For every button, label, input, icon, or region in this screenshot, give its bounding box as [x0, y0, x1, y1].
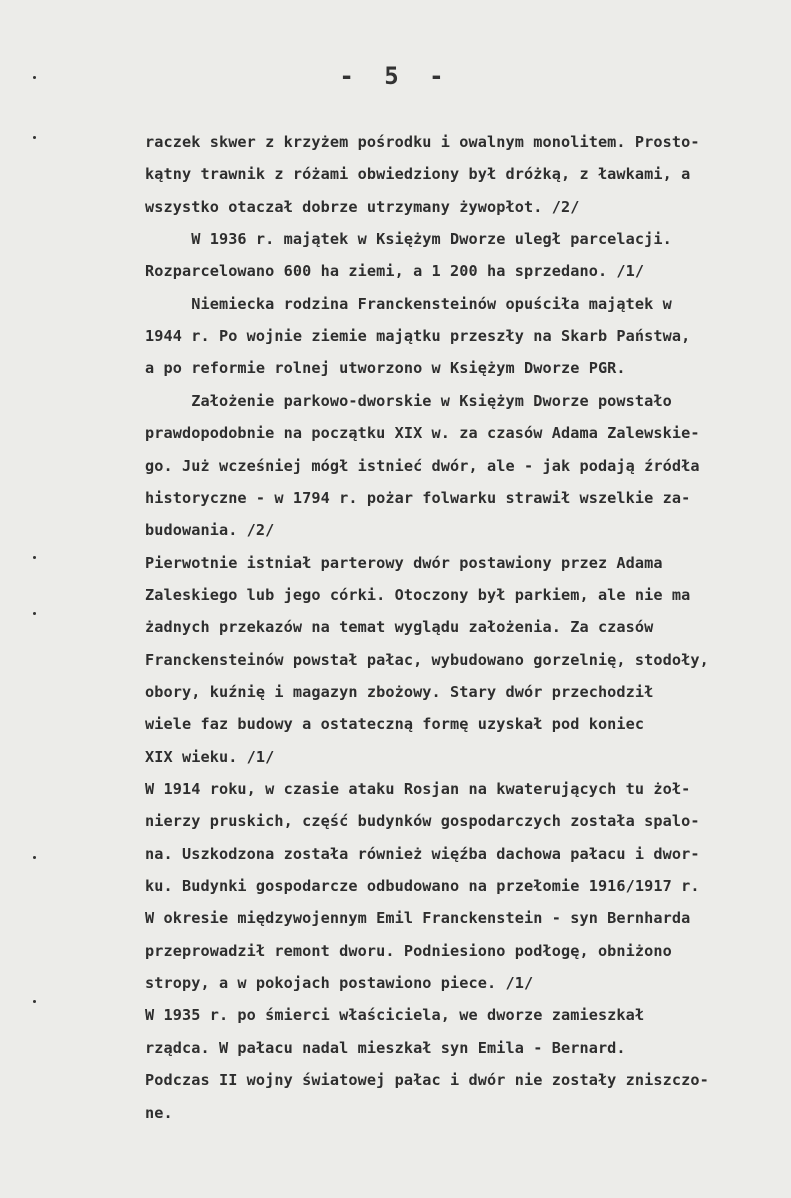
margin-mark — [33, 556, 36, 559]
text-line: kątny trawnik z różami obwiedziony był dróżką, z ławkami, a — [145, 165, 691, 184]
text-line: stropy, a w pokojach postawiono piece. /1/ — [145, 974, 534, 993]
text-line: W 1936 r. majątek w Księżym Dworze uległ parcelacji. — [145, 230, 672, 249]
text-line: W 1935 r. po śmierci właściciela, we dworze zamieszkał — [145, 1006, 645, 1025]
text-line: ne. — [145, 1103, 173, 1122]
text-line: Podczas II wojny światowej pałac i dwór nie zostały zniszczo- — [145, 1071, 709, 1090]
text-line: raczek skwer z krzyżem pośrodku i owalnym monolitem. Prosto- — [145, 133, 700, 151]
text-line: W okresie międzywojennym Emil Franckenstein - syn Bernharda — [145, 909, 691, 928]
text-line: Pierwotnie istniał parterowy dwór postawiony przez Adama — [145, 553, 663, 572]
text-line: Rozparcelowano 600 ha ziemi, a 1 200 ha sprzedano. /1/ — [145, 262, 645, 281]
text-line: budowania. /2/ — [145, 521, 275, 540]
margin-mark — [33, 136, 36, 139]
page-number: - 5 - — [339, 62, 452, 90]
text-line: Założenie parkowo-dworskie w Księżym Dworze powstało — [145, 391, 672, 410]
text-line: ku. Budynki gospodarcze odbudowano na przełomie 1916/1917 r. — [145, 877, 700, 896]
text-line: wszystko otaczał dobrze utrzymany żywopłot. /2/ — [145, 197, 580, 216]
text-line: na. Uszkodzona została również więźba dachowa pałacu i dwor- — [145, 844, 700, 863]
text-line: 1944 r. Po wojnie ziemie majątku przeszły na Skarb Państwa, — [145, 327, 691, 346]
text-line: wiele faz budowy a ostateczną formę uzyskał pod koniec — [145, 715, 645, 734]
text-line: a po reformie rolnej utworzono w Księżym Dworze PGR. — [145, 359, 626, 378]
text-line: prawdopodobnie na początku XIX w. za czasów Adama Zalewskie- — [145, 424, 700, 443]
text-line: Niemiecka rodzina Franckensteinów opuściła majątek w — [145, 294, 672, 313]
text-line: historyczne - w 1794 r. pożar folwarku strawił wszelkie za- — [145, 488, 691, 507]
margin-mark — [33, 856, 36, 859]
text-line: Zaleskiego lub jego córki. Otoczony był parkiem, ale nie ma — [145, 585, 691, 604]
text-line: nierzy pruskich, część budynków gospodarczych została spalo- — [145, 812, 700, 831]
text-line: XIX wieku. /1/ — [145, 747, 275, 766]
margin-mark — [33, 612, 36, 615]
text-line: żadnych przekazów na temat wyglądu założenia. Za czasów — [145, 618, 654, 637]
margin-mark — [33, 76, 36, 79]
text-line: Franckensteinów powstał pałac, wybudowano gorzelnię, stodoły, — [145, 650, 709, 669]
text-line: przeprowadził remont dworu. Podniesiono podłogę, obniżono — [145, 941, 672, 960]
text-line: obory, kuźnię i magazyn zbożowy. Stary dwór przechodził — [145, 682, 654, 701]
text-line: rządca. W pałacu nadal mieszkał syn Emila - Bernard. — [145, 1038, 626, 1057]
text-line: W 1914 roku, w czasie ataku Rosjan na kwaterujących tu żoł- — [145, 780, 691, 798]
margin-mark — [33, 1000, 36, 1003]
text-line: go. Już wcześniej mógł istnieć dwór, ale - jak podają źródła — [145, 456, 700, 475]
